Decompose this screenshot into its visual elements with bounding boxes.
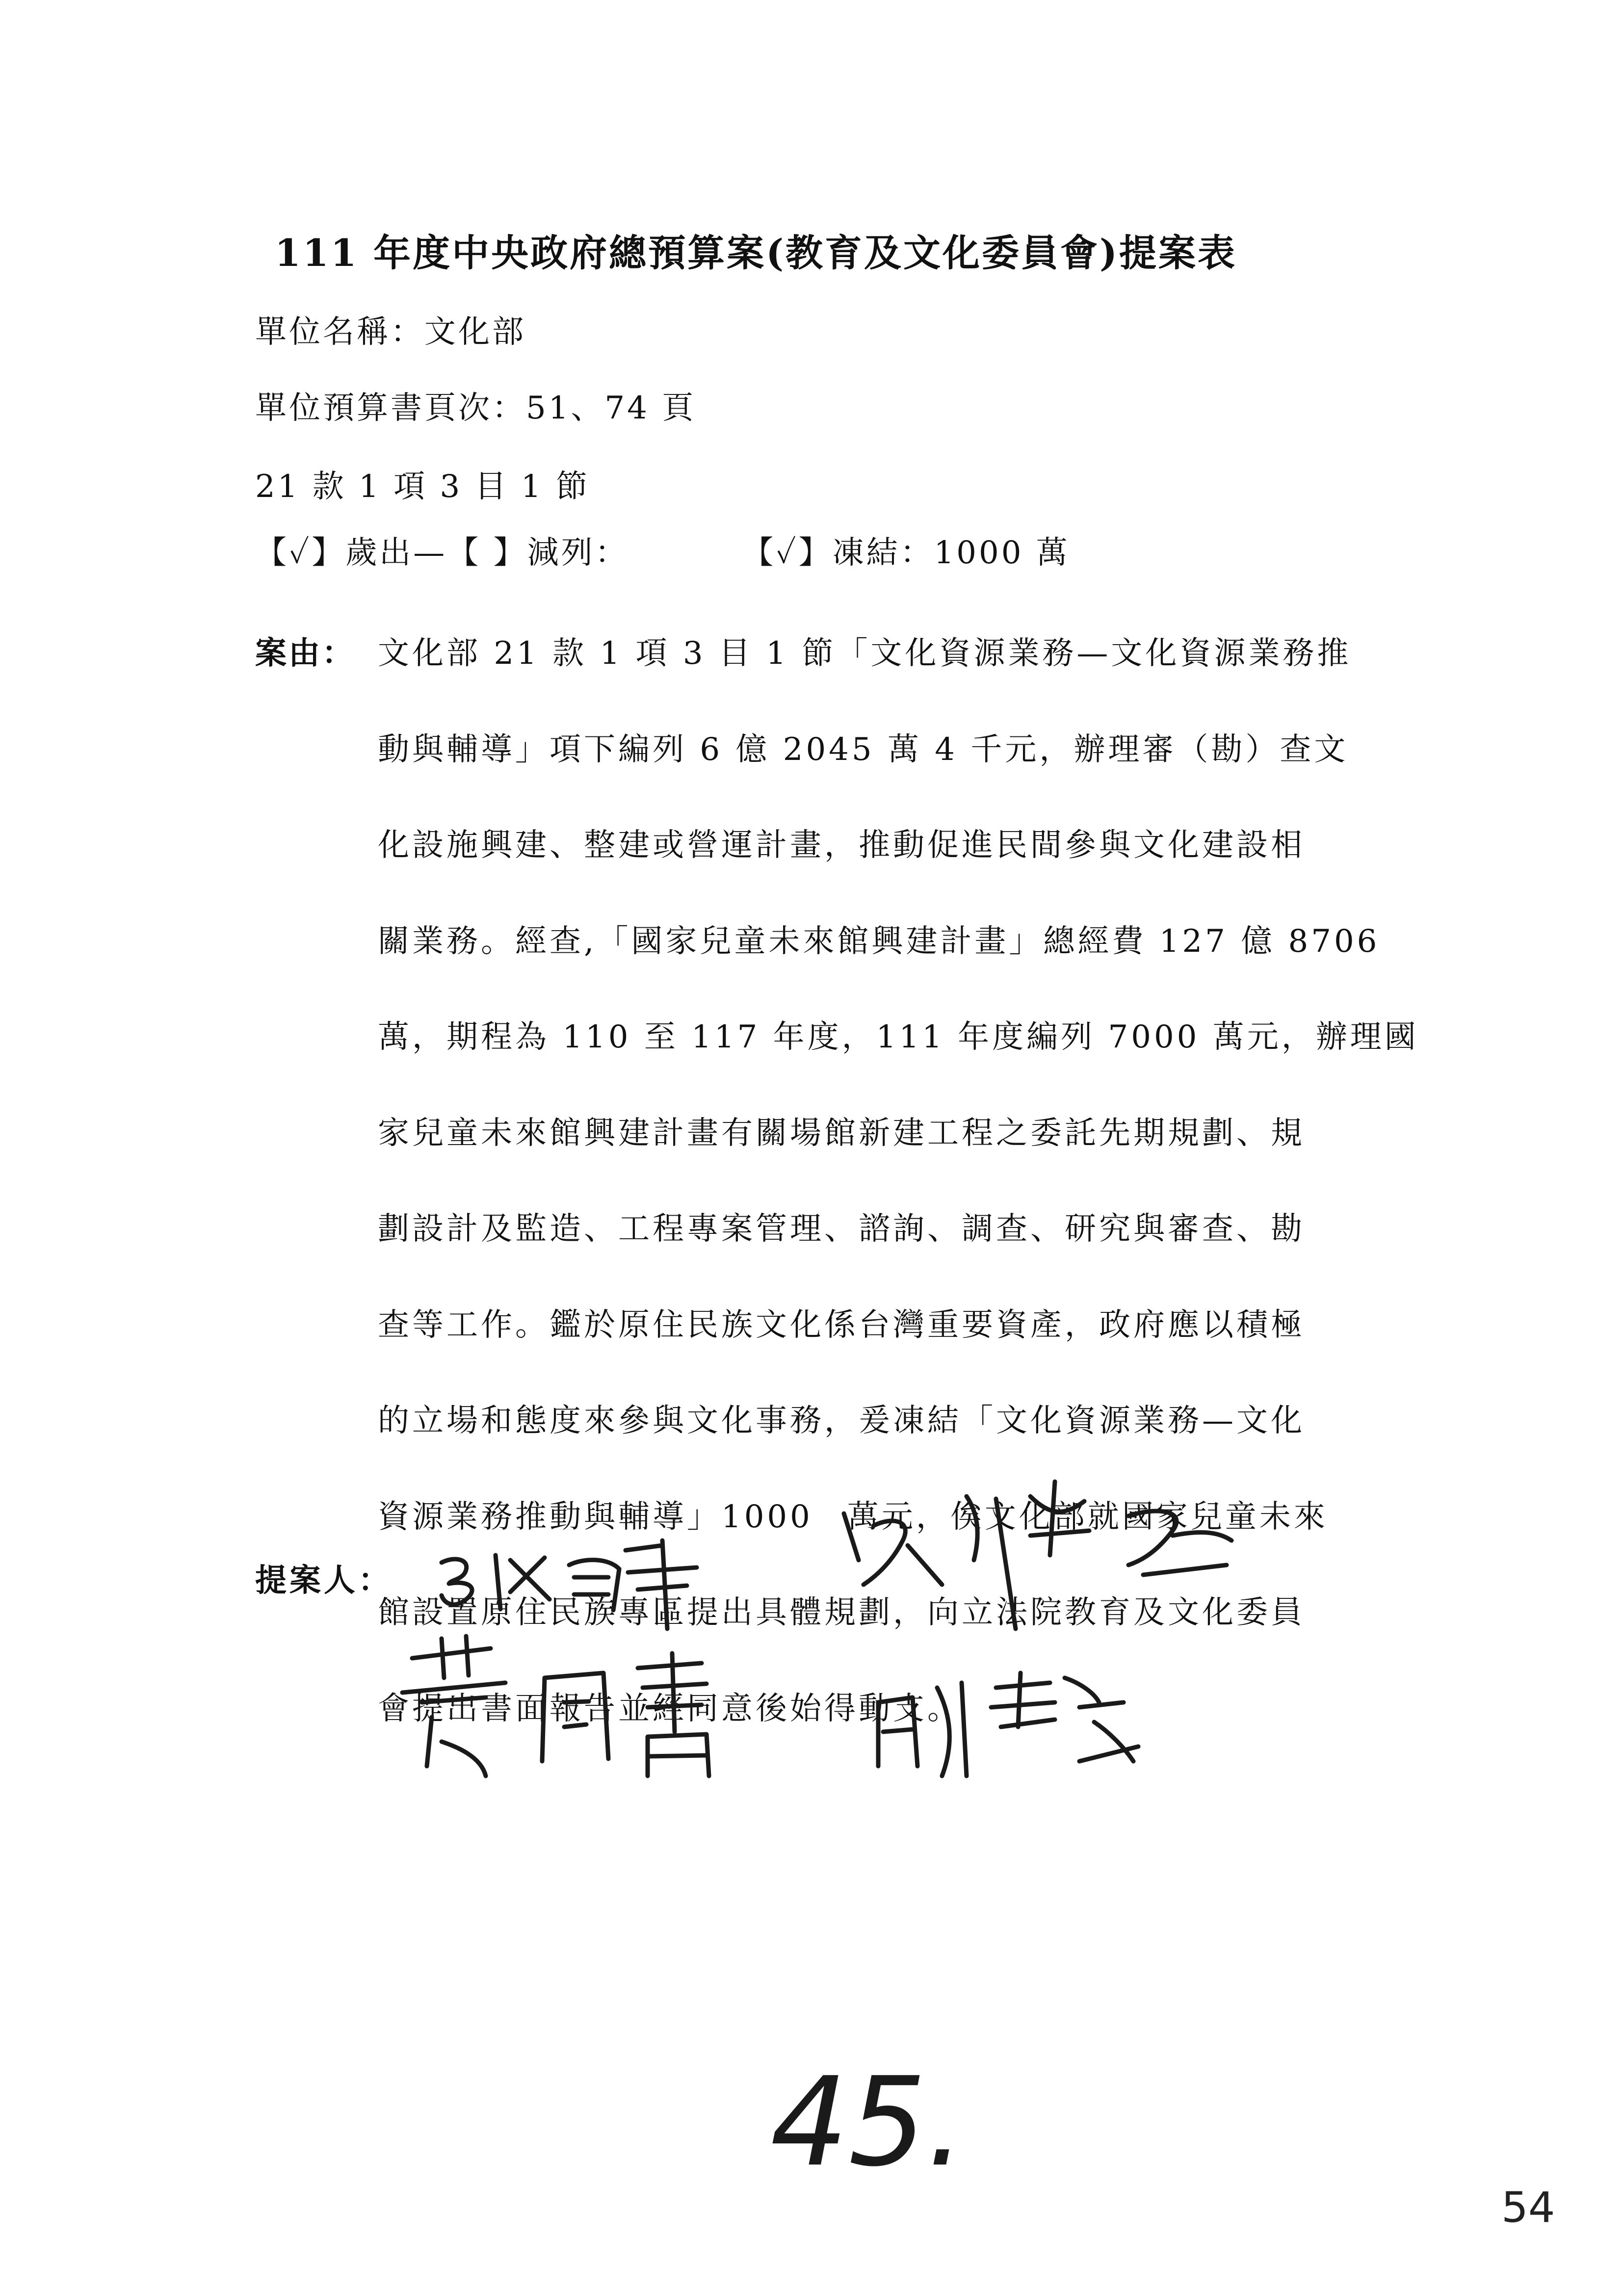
reason-line: 文化部 21 款 1 項 3 目 1 節「文化資源業務—文化資源業務推	[378, 635, 1352, 672]
reason-line: 資源業務推動與輔導」1000 萬元，俟文化部就國家兒童未來	[378, 1498, 1328, 1535]
proposer-label: 提案人：	[255, 1562, 393, 1599]
reason-line: 館設置原住民族專區提出具體規劃，向立法院教育及文化委員	[378, 1594, 1305, 1631]
freeze-option: 【✓】凍結：1000 萬	[742, 535, 1070, 571]
reason-line: 劃設計及監造、工程專案管理、諮詢、調查、研究與審查、勘	[378, 1211, 1305, 1247]
handwritten-page-number: 54	[1501, 2183, 1555, 2232]
handwritten-signature	[878, 1673, 1138, 1776]
expenditure-option: 【✓】歲出—【 】減列：	[255, 535, 629, 571]
reason-line: 的立場和態度來參與文化事務，爰凍結「文化資源業務—文化	[378, 1403, 1305, 1439]
unit-name-line: 單位名稱：文化部	[255, 314, 526, 350]
handwritten-signature	[844, 1482, 1231, 1629]
reason-line: 動與輔導」項下編列 6 億 2045 萬 4 千元，辦理審（勘）查文	[378, 731, 1349, 768]
reason-line: 家兒童未來館興建計畫有關場館新建工程之委託先期規劃、規	[378, 1115, 1305, 1151]
reason-line: 會提出書面報告並經同意後始得動支。	[378, 1690, 962, 1727]
reason-label: 案由：	[255, 635, 355, 672]
reason-line: 關業務。經查,「國家兒童未來館興建計畫」總經費 127 億 8706	[378, 923, 1380, 960]
handwritten-sequence-number: 45.	[770, 2051, 966, 2193]
handwritten-signature	[402, 1636, 709, 1776]
form-title: 111 年度中央政府總預算案(教育及文化委員會)提案表	[275, 231, 1237, 275]
budget-item-line: 21 款 1 項 3 目 1 節	[255, 469, 590, 505]
reason-line: 查等工作。鑑於原住民族文化係台灣重要資產，政府應以積極	[378, 1306, 1305, 1343]
reason-line: 化設施興建、整建或營運計畫，推動促進民間參與文化建設相	[378, 827, 1305, 863]
reason-line: 萬，期程為 110 至 117 年度，111 年度編列 7000 萬元，辦理國	[378, 1019, 1419, 1055]
budget-pages-line: 單位預算書頁次：51、74 頁	[255, 390, 696, 426]
handwritten-signature	[442, 1540, 697, 1629]
